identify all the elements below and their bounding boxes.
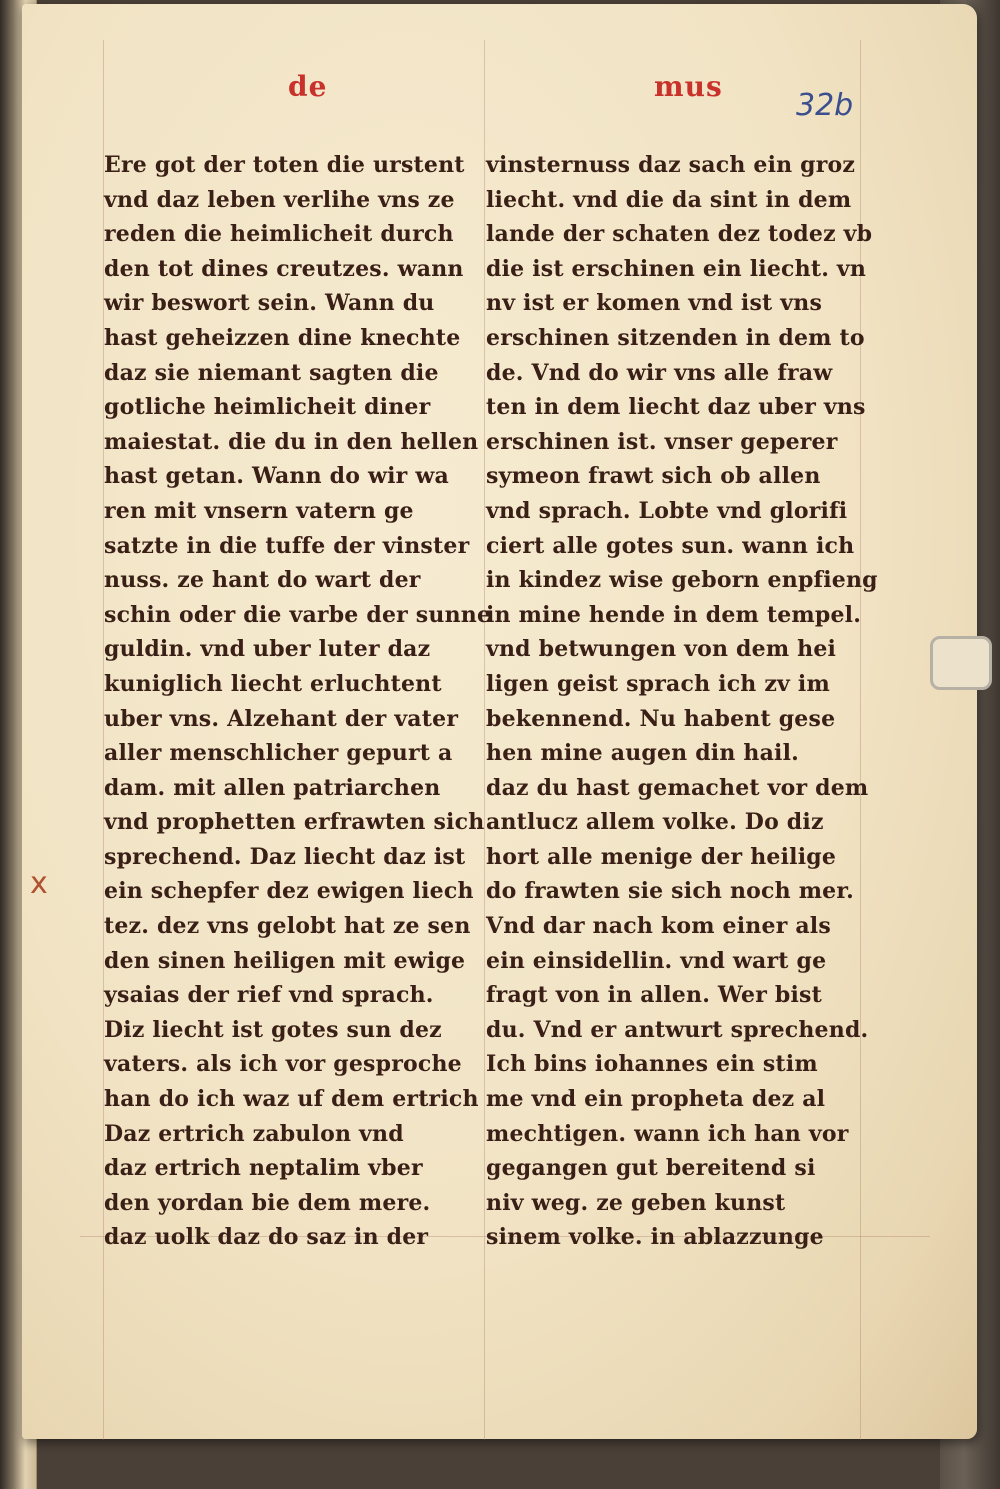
text-line: sinem volke. in ablazzunge <box>486 1224 824 1251</box>
text-line: gegangen gut bereitend si <box>486 1155 816 1182</box>
text-line: vnd sprach. Lobte vnd glorifi <box>486 497 848 524</box>
text-line: Diz liecht ist gotes sun dez <box>104 1016 442 1043</box>
text-line: in mine hende in dem tempel. <box>486 601 862 628</box>
text-line: den yordan bie dem mere. <box>104 1189 431 1216</box>
text-line: vnd prophetten erfrawten sich <box>104 809 485 836</box>
text-line: kuniglich liecht erluchtent <box>104 670 442 697</box>
text-line: Ich bins iohannes ein stim <box>486 1051 818 1078</box>
text-line: ciert alle gotes sun. wann ich <box>486 532 855 559</box>
text-column-left <box>104 148 492 1255</box>
text-line: ren mit vnsern vatern ge <box>104 497 414 524</box>
text-line: die ist erschinen ein liecht. vn <box>486 255 867 282</box>
text-line: hen mine augen din hail. <box>486 740 800 767</box>
text-line: aller menschlicher gepurt a <box>104 740 453 767</box>
text-line: in kindez wise geborn enpfieng <box>486 567 878 594</box>
text-line: han do ich waz uf dem ertrich <box>104 1086 479 1113</box>
text-line: sprechend. Daz liecht daz ist <box>104 843 466 870</box>
text-line: symeon frawt sich ob allen <box>486 463 821 490</box>
text-line: daz uolk daz do saz in der <box>104 1224 429 1251</box>
text-line: liecht. vnd die da sint in dem <box>486 186 852 213</box>
text-line: gotliche heimlicheit diner <box>104 394 431 421</box>
text-line: guldin. vnd uber luter daz <box>104 636 431 663</box>
text-line: nv ist er komen vnd ist vns <box>486 290 823 317</box>
text-line: satzte in die tuffe der vinster <box>104 532 470 559</box>
text-line: do frawten sie sich noch mer. <box>486 878 854 905</box>
text-line: me vnd ein propheta dez al <box>486 1086 826 1113</box>
text-line: hast getan. Wann do wir wa <box>104 463 449 490</box>
text-line: nuss. ze hant do wart der <box>104 567 421 594</box>
text-line: de. Vnd do wir vns alle fraw <box>486 359 833 386</box>
book-clasp-tab <box>930 636 992 690</box>
text-line: niv weg. ze geben kunst <box>486 1189 786 1216</box>
text-line: ein einsidellin. vnd wart ge <box>486 947 827 974</box>
text-line: uber vns. Alzehant der vater <box>104 705 459 732</box>
text-line: den tot dines creutzes. wann <box>104 255 464 282</box>
text-line: hort alle menige der heilige <box>486 843 837 870</box>
text-line: erschinen sitzenden in dem to <box>486 324 865 351</box>
text-line: daz ertrich neptalim vber <box>104 1155 423 1182</box>
text-line: vnd betwungen von dem hei <box>486 636 837 663</box>
text-line: tez. dez vns gelobt hat ze sen <box>104 913 471 940</box>
text-line: vnd daz leben verlihe vns ze <box>104 186 455 213</box>
text-line: schin oder die varbe der sunne <box>104 601 492 628</box>
text-line: Ere got der toten die urstent <box>104 152 465 178</box>
text-line: bekennend. Nu habent gese <box>486 705 836 732</box>
text-line: den sinen heiligen mit ewige <box>104 947 466 974</box>
margin-mark: x <box>30 866 48 901</box>
text-line: ein schepfer dez ewigen liech <box>104 878 474 905</box>
text-line: ligen geist sprach ich zv im <box>486 670 830 697</box>
text-line: maiestat. die du in den hellen <box>104 428 479 455</box>
text-line: Daz ertrich zabulon vnd <box>104 1120 404 1147</box>
text-line: erschinen ist. vnser geperer <box>486 428 838 455</box>
text-line: daz du hast gemachet vor dem <box>486 774 869 801</box>
text-line: lande der schaten dez todez vb <box>486 221 873 248</box>
ruling-line <box>860 40 861 1440</box>
text-line: antlucz allem volke. Do diz <box>486 809 824 836</box>
text-column-right <box>486 148 878 1255</box>
text-line: reden die heimlicheit durch <box>104 221 454 248</box>
text-line: daz sie niemant sagten die <box>104 359 439 386</box>
text-line: vaters. als ich vor gesproche <box>104 1051 462 1078</box>
text-line: hast geheizzen dine knechte <box>104 324 461 351</box>
text-line: vinsternuss daz sach ein groz <box>486 152 856 178</box>
running-title-left: de <box>288 70 328 103</box>
text-line: Vnd dar nach kom einer als <box>486 913 831 940</box>
text-line: ysaias der rief vnd sprach. <box>104 982 434 1009</box>
running-title-right: mus <box>654 70 723 103</box>
text-line: fragt von in allen. Wer bist <box>486 982 822 1009</box>
text-line: dam. mit allen patriarchen <box>104 774 441 801</box>
text-line: wir beswort sein. Wann du <box>104 290 435 317</box>
text-line: mechtigen. wann ich han vor <box>486 1120 849 1147</box>
text-line: du. Vnd er antwurt sprechend. <box>486 1016 869 1043</box>
folio-number: 32b <box>796 88 854 123</box>
text-line: ten in dem liecht daz uber vns <box>486 394 866 421</box>
ruling-line <box>484 40 485 1440</box>
